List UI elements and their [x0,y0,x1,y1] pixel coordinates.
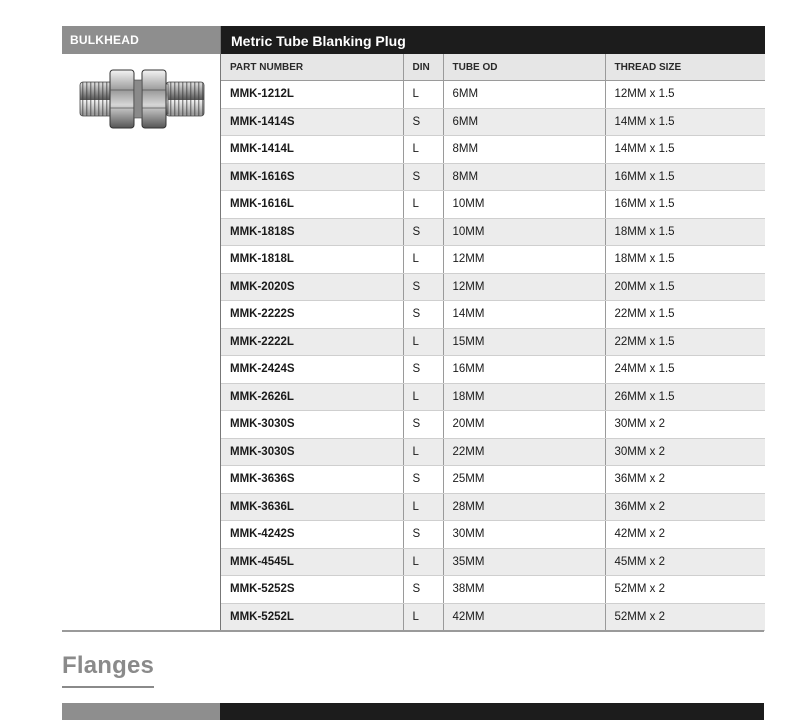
table-row [221,411,765,439]
next-section-category-bar [62,703,220,720]
table-row [221,163,765,191]
tube-od-cell: 16MM [443,356,605,384]
part-number-cell: MMK-5252S [221,576,403,604]
tube-od-cell: 8MM [443,163,605,191]
column-header-tube-od: TUBE OD [443,54,605,81]
table-row [221,576,765,604]
tube-od-cell: 12MM [443,273,605,301]
thread-size-cell: 45MM x 2 [605,548,765,576]
din-cell: S [403,356,443,384]
table-row [221,191,765,219]
next-section-title-bar [220,703,764,720]
part-number-cell: MMK-3030S [221,438,403,466]
thread-size-cell: 52MM x 2 [605,576,765,604]
table-row [221,603,765,631]
part-number-cell: MMK-2222L [221,328,403,356]
thread-size-cell: 16MM x 1.5 [605,163,765,191]
din-cell: S [403,411,443,439]
table-row [221,383,765,411]
table-row [221,493,765,521]
tube-od-cell: 22MM [443,438,605,466]
din-cell: S [403,218,443,246]
part-number-cell: MMK-3636L [221,493,403,521]
din-cell: L [403,603,443,631]
din-cell: S [403,163,443,191]
table-row [221,548,765,576]
thread-size-cell: 42MM x 2 [605,521,765,549]
din-cell: S [403,521,443,549]
tube-od-cell: 25MM [443,466,605,494]
thread-size-cell: 26MM x 1.5 [605,383,765,411]
tube-od-cell: 12MM [443,246,605,274]
part-number-cell: MMK-1616S [221,163,403,191]
part-number-cell: MMK-2626L [221,383,403,411]
tube-od-cell: 10MM [443,218,605,246]
thread-size-cell: 22MM x 1.5 [605,328,765,356]
part-number-cell: MMK-4242S [221,521,403,549]
table-row [221,521,765,549]
thread-size-cell: 18MM x 1.5 [605,246,765,274]
table-row [221,246,765,274]
part-number-cell: MMK-4545L [221,548,403,576]
thread-size-cell: 52MM x 2 [605,603,765,631]
product-table-panel [220,26,765,631]
thread-size-cell: 16MM x 1.5 [605,191,765,219]
part-number-cell: MMK-3636S [221,466,403,494]
din-cell: L [403,136,443,164]
din-cell: L [403,81,443,109]
din-cell: S [403,576,443,604]
table-row [221,273,765,301]
thread-size-cell: 14MM x 1.5 [605,136,765,164]
thread-size-cell: 14MM x 1.5 [605,108,765,136]
din-cell: L [403,493,443,521]
table-row [221,328,765,356]
tube-od-cell: 42MM [443,603,605,631]
din-cell: L [403,191,443,219]
part-number-cell: MMK-1414S [221,108,403,136]
din-cell: S [403,301,443,329]
din-cell: S [403,466,443,494]
tube-od-cell: 14MM [443,301,605,329]
part-number-cell: MMK-3030S [221,411,403,439]
tube-od-cell: 6MM [443,108,605,136]
tube-od-cell: 6MM [443,81,605,109]
category-column [62,26,220,631]
tube-od-cell: 10MM [443,191,605,219]
tube-od-cell: 38MM [443,576,605,604]
table-bottom-rule [62,630,764,632]
table-row [221,356,765,384]
category-label: BULKHEAD [62,26,220,54]
table-row [221,218,765,246]
thread-size-cell: 12MM x 1.5 [605,81,765,109]
table-title: Metric Tube Blanking Plug [221,26,765,54]
part-number-cell: MMK-1212L [221,81,403,109]
column-header-thread-size: THREAD SIZE [605,54,765,81]
thread-size-cell: 24MM x 1.5 [605,356,765,384]
thread-size-cell: 36MM x 2 [605,466,765,494]
thread-size-cell: 22MM x 1.5 [605,301,765,329]
column-header-part-number: PART NUMBER [221,54,403,81]
thread-size-cell: 20MM x 1.5 [605,273,765,301]
thread-size-cell: 18MM x 1.5 [605,218,765,246]
part-number-cell: MMK-1616L [221,191,403,219]
table-row [221,81,765,109]
tube-od-cell: 28MM [443,493,605,521]
product-table [221,54,765,631]
part-number-cell: MMK-2020S [221,273,403,301]
din-cell: S [403,108,443,136]
din-cell: L [403,328,443,356]
part-number-cell: MMK-1818L [221,246,403,274]
part-number-cell: MMK-1414L [221,136,403,164]
tube-od-cell: 18MM [443,383,605,411]
table-row [221,438,765,466]
din-cell: L [403,383,443,411]
part-number-cell: MMK-5252L [221,603,403,631]
fitting-image [70,60,214,140]
column-header-din: DIN [403,54,443,81]
din-cell: S [403,273,443,301]
part-number-cell: MMK-2222S [221,301,403,329]
section-heading-underline [62,686,154,688]
din-cell: L [403,548,443,576]
table-row [221,466,765,494]
part-number-cell: MMK-2424S [221,356,403,384]
tube-od-cell: 15MM [443,328,605,356]
tube-od-cell: 35MM [443,548,605,576]
tube-od-cell: 20MM [443,411,605,439]
table-row [221,136,765,164]
tube-od-cell: 30MM [443,521,605,549]
table-row [221,108,765,136]
tube-od-cell: 8MM [443,136,605,164]
section-heading-flanges: Flanges [62,652,155,679]
thread-size-cell: 30MM x 2 [605,411,765,439]
table-row [221,301,765,329]
thread-size-cell: 30MM x 2 [605,438,765,466]
din-cell: L [403,438,443,466]
part-number-cell: MMK-1818S [221,218,403,246]
thread-size-cell: 36MM x 2 [605,493,765,521]
table-body [221,81,765,631]
table-header-row [221,54,765,81]
din-cell: L [403,246,443,274]
